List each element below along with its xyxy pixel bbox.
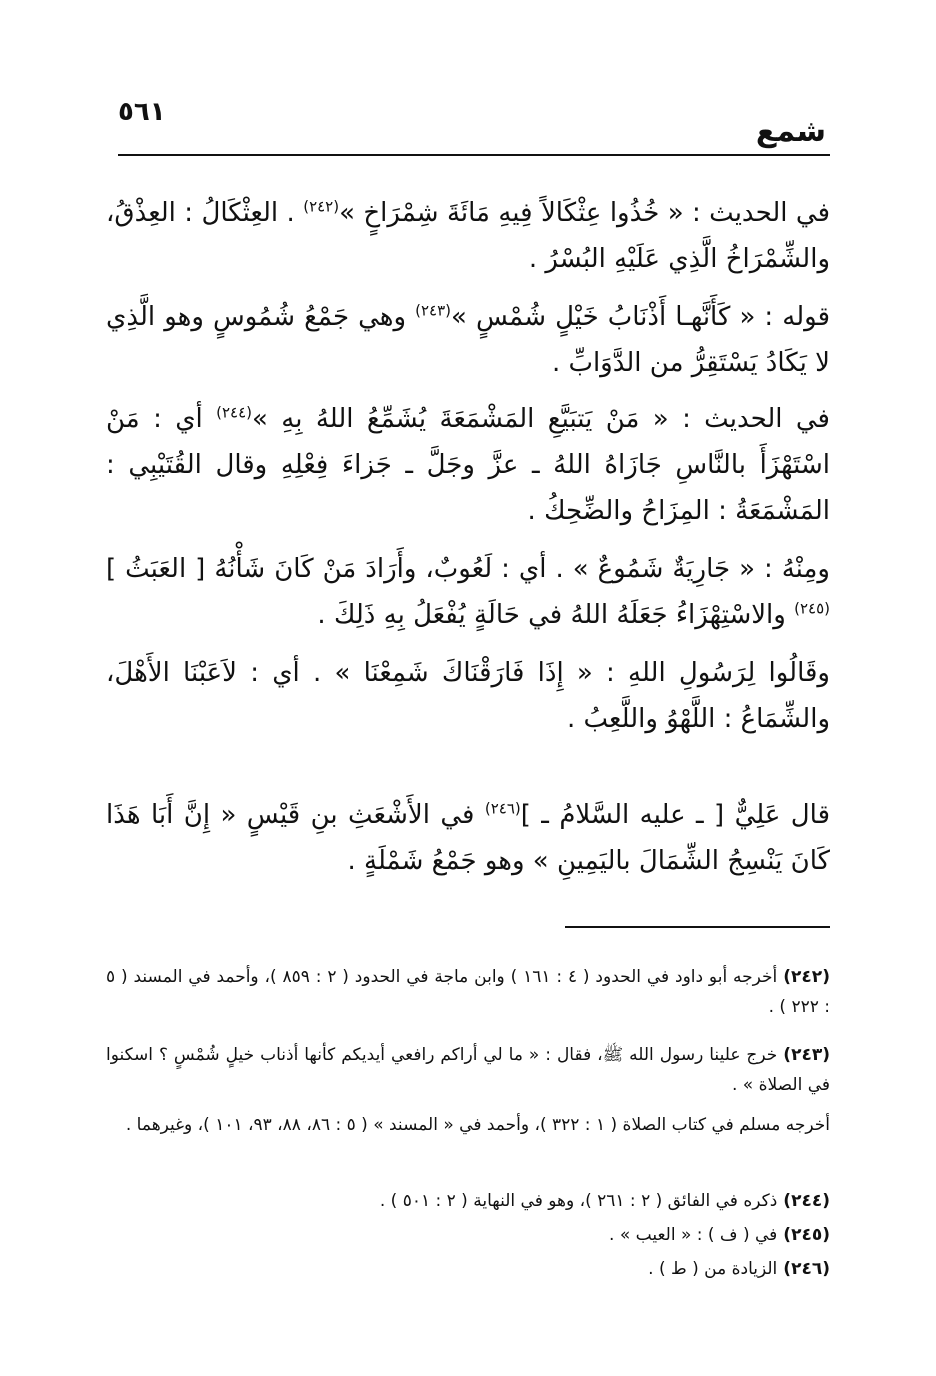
entry-text: والاسْتِهْزَاءُ جَعَلَهُ اللهُ في حَالَةٍ يُفْعَلُ بِهِ ذَلِكَ . bbox=[317, 600, 795, 630]
entry-paragraph bbox=[106, 396, 830, 534]
footnote-number: (٢٤٥) bbox=[783, 1225, 830, 1245]
footnote bbox=[106, 1040, 830, 1100]
entry-paragraph bbox=[106, 294, 830, 386]
entry-text: في الحديث : « خُذُوا عِثْكَالاً فِيهِ مَائَةَ شِمْرَاخٍ » bbox=[339, 198, 830, 228]
footnote-continuation: أخرجه مسلم في كتاب الصلاة ( ١ : ٣٢٢ )، وأحمد في « المسند » ( ٥ : ٨٦، ٨٨، ٩٣، ١٠١ )، وغيرهما . bbox=[125, 1115, 830, 1135]
footnote-text: في ( ف ) : « العيب » . bbox=[609, 1225, 778, 1245]
footnote-text: ذكره في الفائق ( ٢ : ٢٦١ )، وهو في النهاية ( ٢ : ٥٠١ ) . bbox=[379, 1191, 778, 1211]
footnote bbox=[106, 1186, 830, 1216]
footnote-ref: (٢٤٣) bbox=[415, 301, 452, 320]
footnote-ref: (٢٤٥) bbox=[794, 599, 830, 618]
footnote-ref: (٢٤٤) bbox=[216, 403, 253, 422]
entry-paragraph bbox=[106, 650, 830, 742]
entry-paragraph bbox=[106, 792, 830, 884]
footnote-text: الزيادة من ( ط ) . bbox=[648, 1259, 778, 1279]
footnote bbox=[106, 962, 830, 1022]
footnote-divider bbox=[565, 926, 830, 928]
footnote-ref: (٢٤٦) bbox=[484, 799, 521, 818]
entry-text: ومِنْهُ : « جَارِيَةٌ شَمُوعٌ » . أي : لَعُوبٌ، وأَرَادَ مَنْ كَانَ شَأْنُهُ [ العَبَثُ ] bbox=[106, 554, 830, 584]
entry-text: . العِثْكَالُ : العِذْقُ، والشِّمْرَاخُ الَّذِي عَلَيْهِ البُسْرُ . bbox=[106, 198, 830, 274]
entry-text: في الحديث : « مَنْ يَتبَيَّعِ المَشْمَعَةَ يُشَمِّعُ اللهُ بِهِ » bbox=[252, 404, 830, 434]
running-header-title: شمع bbox=[755, 114, 826, 149]
footnote bbox=[106, 1220, 830, 1250]
footnote-text: خرج علينا رسول الله ﷺ، فقال : « ما لي أراكم رافعي أيديكم كأنها أذناب خيلٍ شُمْسٍ ؟ اسكنوا في الصلاة » . bbox=[106, 1045, 830, 1095]
entry-paragraph bbox=[106, 546, 830, 638]
entry-text: وهي جَمْعُ شُمُوسٍ وهو الَّذِي لا يَكَادُ يَسْتَقِرُّ من الدَّوَابِّ . bbox=[106, 302, 830, 378]
page-number: ٥٦١ bbox=[118, 97, 166, 127]
entry-text: في الأَشْعَثِ بنِ قَيْسٍ « إِنَّ أَبَا هَذَا كَانَ يَنْسِجُ الشِّمَالَ باليَمِينِ » وهو جَمْعُ شَمْلَةٍ . bbox=[106, 800, 830, 876]
footnote bbox=[106, 1254, 830, 1284]
entry-paragraph bbox=[106, 190, 830, 282]
header-divider bbox=[118, 154, 830, 156]
footnote-text: أخرجه أبو داود في الحدود ( ٤ : ١٦١ ) وابن ماجة في الحدود ( ٢ : ٨٥٩ )، وأحمد في المسند ( ٥ : ٢٢٢ ) . bbox=[106, 967, 830, 1017]
entry-text: وقَالُوا لِرَسُولِ اللهِ : « إِذَا فَارَقْنَاكَ شَمِعْنَا » . أي : لاَعَبْنَا الأَهْلَ، والشِّمَاعُ : اللَّهْوُ واللَّعِبُ . bbox=[106, 658, 830, 734]
entry-text: قوله : « كَأَنَّهـا أَذْنَابُ خَيْلٍ شُمْسٍ » bbox=[451, 302, 830, 332]
entry-text: أي : مَنْ اسْتَهْزَأَ بالنَّاسِ جَازَاهُ اللهُ ـ عزَّ وجَلَّ ـ جَزاءَ فِعْلِهِ وقال القُتَيْبِي : المَشْمَعَةُ : المِزَاحُ والضِّحِكُ . bbox=[106, 404, 830, 526]
footnote-number: (٢٤٢) bbox=[783, 967, 830, 987]
footnote-ref: (٢٤٢) bbox=[303, 197, 340, 216]
footnote-number: (٢٤٣) bbox=[783, 1045, 830, 1065]
entry-text: قال عَلِيٌّ [ ـ عليه السَّلامُ ـ ] bbox=[520, 800, 830, 830]
footnote-number: (٢٤٦) bbox=[783, 1259, 830, 1279]
footnote-number: (٢٤٤) bbox=[783, 1191, 830, 1211]
